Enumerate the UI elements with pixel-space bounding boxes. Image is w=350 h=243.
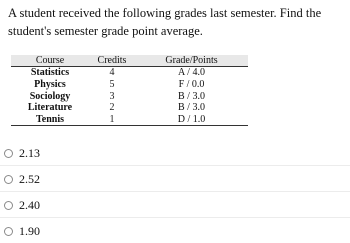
grade-points-cell: D / 1.0 [135,114,248,126]
credits-cell: 1 [89,114,135,126]
table-row [11,90,248,102]
header-course: Course [11,55,89,67]
radio-button[interactable] [4,201,13,210]
grade-points-cell: B / 3.0 [178,102,205,114]
table-row [11,102,248,114]
answer-choices [0,140,350,243]
credits-cell: 5 [109,78,115,90]
radio-button[interactable] [4,149,13,158]
course-cell: Physics [34,78,66,90]
header-grade-points: Grade/Points [135,55,248,67]
question-text: A student received the following grades last semester. Find the student's semester grade point average. [8,6,322,38]
grade-points-cell: B / 3.0 [178,90,205,102]
grades-table [11,55,248,126]
course-cell: Literature [27,102,73,114]
answer-choice-label[interactable]: 2.52 [19,172,40,186]
table-row [11,114,248,126]
credits-cell: 4 [109,67,115,79]
answer-choice-label[interactable]: 1.90 [19,224,40,238]
answer-choice[interactable] [0,191,350,217]
credits-cell: 2 [109,102,115,114]
table-row [11,79,248,91]
radio-button[interactable] [4,227,13,236]
answer-choice-label[interactable]: 2.13 [19,146,40,160]
radio-button[interactable] [4,175,13,184]
table-header-row [11,55,248,67]
table-row [11,67,248,79]
grade-points-cell: A / 4.0 [178,67,205,79]
course-cell: Sociology [29,90,71,102]
grade-points-cell: F / 0.0 [178,78,205,90]
answer-choice[interactable] [0,165,350,191]
answer-choice[interactable] [0,217,350,243]
credits-cell: 3 [109,90,115,102]
answer-choice[interactable] [0,140,350,165]
answer-choice-label[interactable]: 2.40 [19,198,40,212]
course-cell: Statistics [30,67,70,79]
header-credits: Credits [89,55,135,67]
course-cell: Tennis [11,114,89,126]
